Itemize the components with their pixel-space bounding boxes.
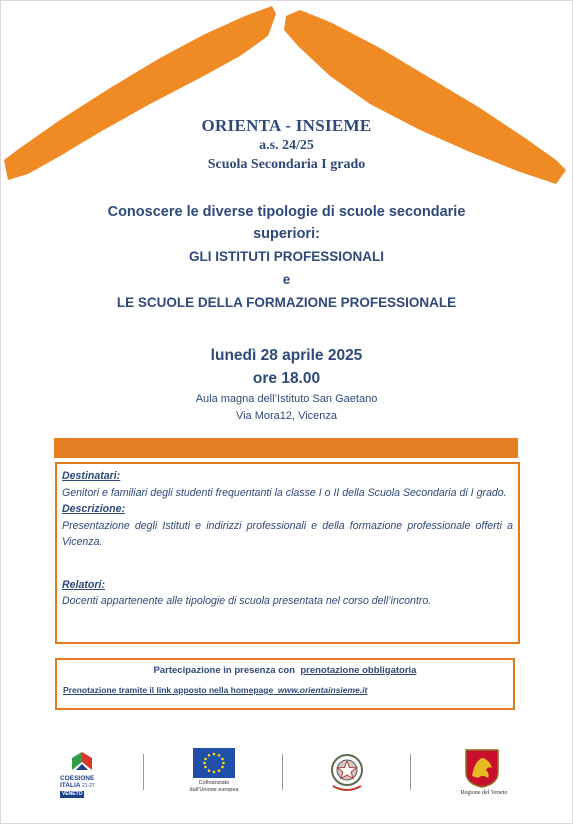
veneto-tag: VENETO — [62, 791, 83, 797]
descrizione-text: Presentazione degli Istituti e indirizzi professionali e della formazione professionale offerti a Vicenza. — [62, 519, 513, 548]
booking-required-link[interactable]: prenotazione obbligatoria — [300, 665, 417, 676]
event-place: Aula magna dell’Istituto San Gaetano — [195, 393, 378, 405]
event-date: lunedì 28 aprile 2025 — [210, 347, 363, 364]
booking-line-1 — [57, 665, 513, 676]
coesione-italia-logo — [60, 775, 106, 798]
eu-line-2: dall’Unione europea — [189, 787, 239, 793]
school-level: Scuola Secondaria I grado — [207, 157, 366, 172]
eu-flag-icon — [193, 748, 235, 778]
logo-separator — [282, 754, 283, 790]
regione-veneto-lion-icon — [464, 748, 500, 788]
website-link[interactable]: www.orientainsieme.it — [277, 685, 368, 695]
intro-line-1: Conoscere le diverse tipologie di scuole secondarie — [107, 204, 466, 220]
italia-line — [60, 782, 106, 790]
regione-veneto-label: Regione del Veneto — [460, 790, 508, 796]
booking-box — [55, 658, 515, 710]
coesione-italia-icon — [68, 748, 98, 774]
relatori-text: Docenti appartenente alle tipologie di scuola presentata nel corso dell’incontro. — [62, 595, 432, 607]
logo-footer — [0, 744, 573, 804]
event-address: Via Mora12, Vicenza — [235, 410, 338, 422]
orange-divider-bar — [54, 438, 518, 458]
italian-republic-emblem-icon — [327, 748, 367, 794]
logo-separator — [410, 754, 411, 790]
coesione-period: 21-27 — [82, 783, 95, 789]
event-time: ore 18.00 — [252, 370, 321, 387]
event-title: ORIENTA - INSIEME — [201, 116, 372, 135]
booking-line-2 — [63, 685, 367, 695]
intro-line-3: GLI ISTITUTI PROFESSIONALI — [188, 249, 384, 264]
booking-instructions: Prenotazione tramite il link apposto nella homepage — [63, 685, 274, 695]
intro-line-4: e — [282, 272, 291, 287]
booking-prefix: Partecipazione in presenza con — [153, 665, 296, 676]
info-box — [55, 462, 520, 644]
eu-cofunded-label — [183, 780, 245, 794]
descrizione-label: Descrizione: — [62, 503, 125, 515]
destinatari-text: Genitori e familiari degli studenti frequentanti la classe I o II della Scuola Secondaria di I grado. — [62, 486, 507, 499]
intro-line-2: superiori: — [253, 226, 320, 242]
destinatari-label: Destinatari: — [62, 470, 121, 482]
italia-word: ITALIA — [60, 782, 81, 789]
intro-line-5: LE SCUOLE DELLA FORMAZIONE PROFESSIONALE — [116, 295, 457, 310]
coesione-word: COESIONE — [60, 775, 95, 782]
relatori-label: Relatori: — [62, 578, 105, 591]
school-year: a.s. 24/25 — [259, 138, 314, 153]
eu-line-1: Cofinanziato — [198, 780, 230, 786]
logo-separator — [143, 754, 144, 790]
